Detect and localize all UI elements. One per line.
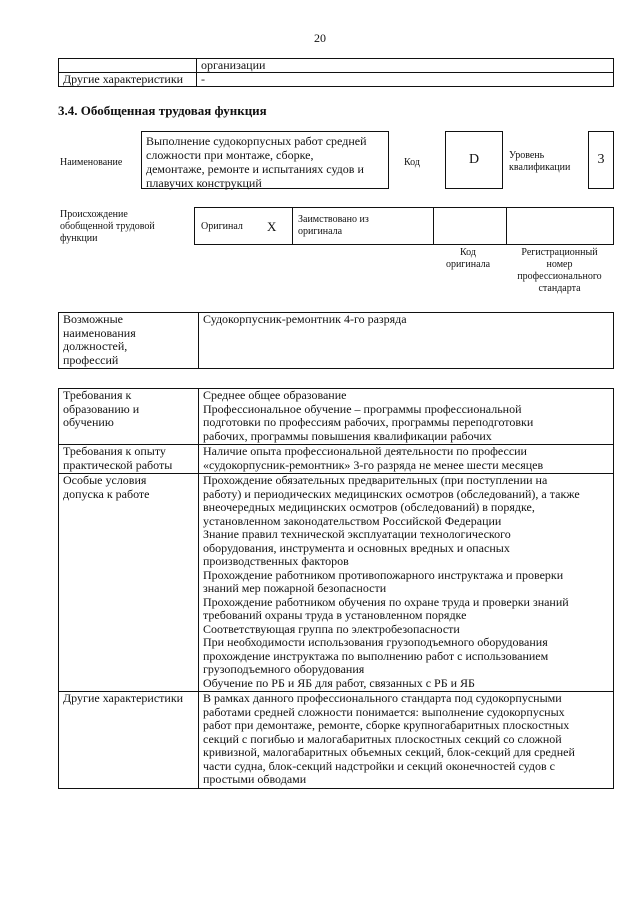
requirement-line: «судокорпусник-ремонтник» 3-го разряда не менее шести месяцев <box>203 457 544 472</box>
requirement-line: знаний мер пожарной безопасности <box>203 581 387 595</box>
function-name-line: плавучих конструкций <box>146 176 262 190</box>
table-row <box>59 59 614 73</box>
function-name-box <box>141 131 389 189</box>
requirement-line: части судна, блок-секций надстройки и секций оконечностей судов с <box>203 758 555 773</box>
level-label <box>509 150 570 174</box>
requirement-line: Прохождение обязательных предварительных (при поступлении на <box>203 473 548 487</box>
requirement-line: подготовки по профессиям рабочих, программы переподготовки <box>203 415 534 429</box>
requirement-label-line: допуска к работе <box>63 486 150 501</box>
requirement-label-line: Другие характеристики <box>63 691 184 705</box>
requirement-label <box>59 445 199 474</box>
positions-table <box>58 312 614 369</box>
table-row <box>59 692 614 789</box>
positions-value: Судокорпусник-ремонтник 4-го разряда <box>199 313 614 369</box>
table-cell <box>59 59 197 73</box>
table-row <box>59 313 614 369</box>
requirement-line: кривизной, малогабаритных объемных секций, блок-секций для средней <box>203 745 575 759</box>
requirement-line: внеочередных медицинских осмотров (обследований) в порядке, <box>203 500 535 514</box>
requirement-label-line: образованию и <box>63 401 140 416</box>
level-label-line: квалификации <box>509 162 571 173</box>
requirement-label <box>59 474 199 692</box>
requirement-line: Прохождение работником обучения по охране труда и проверки знаний <box>203 594 569 609</box>
code-value-box: D <box>445 131 503 189</box>
original-mark: X <box>267 219 277 234</box>
level-label-line: Уровень <box>509 150 545 161</box>
table-row <box>59 73 614 87</box>
reg-number-line: стандарта <box>538 283 581 294</box>
requirement-line: прохождение инструктажа по выполнению работ с использованием <box>203 648 549 663</box>
requirement-line: Наличие опыта профессиональной деятельности по профессии <box>203 444 527 458</box>
table-cell: - <box>197 73 614 87</box>
positions-label <box>59 313 199 369</box>
reg-number-line: номер <box>546 259 573 270</box>
requirement-line: При необходимости использования грузоподъемного оборудования <box>203 635 548 649</box>
requirement-label-line: Требования к <box>63 388 132 402</box>
requirement-line: Среднее общее образование <box>203 388 347 402</box>
origin-label-line: функции <box>60 233 98 244</box>
positions-label-line: должностей, <box>63 339 128 354</box>
requirement-line: работами средней сложности понимается: выполнение судокорпусных <box>203 704 565 719</box>
code-original-line: Код <box>460 247 476 258</box>
reg-number-line: профессионального <box>517 271 602 282</box>
level-value-box: 3 <box>588 131 614 189</box>
borrowed-label-line: оригинала <box>298 226 343 237</box>
requirement-line: Соответствующая группа по электробезопасности <box>203 621 460 636</box>
origin-label <box>60 209 155 245</box>
divider <box>506 208 507 244</box>
requirement-line: производственных факторов <box>203 554 349 568</box>
reg-number-line: Регистрационный <box>521 247 598 258</box>
table-cell: Другие характеристики <box>59 73 197 87</box>
requirements-table <box>58 388 614 789</box>
requirement-label <box>59 389 199 445</box>
borrowed-label-line: Заимствовано из <box>298 214 369 225</box>
requirement-line: Знание правил технической эксплуатации технологического <box>203 527 511 541</box>
requirement-line: работу) и периодических медицинских осмотров (обследований), а также <box>203 486 580 501</box>
positions-label-line: наименования <box>63 325 136 340</box>
code-original-label <box>432 247 504 271</box>
requirement-label-line: Требования к опыту <box>63 444 166 458</box>
requirement-line: простыми обводами <box>203 772 307 786</box>
function-name-line: демонтаже, ремонте и испытаниях судов и <box>146 162 364 176</box>
requirement-label-line: Особые условия <box>63 473 147 487</box>
origin-label-line: обобщенной трудовой <box>60 221 155 232</box>
requirement-label-line: обучению <box>63 415 114 429</box>
requirement-line: В рамках данного профессионального стандарта под судокорпусными <box>203 691 562 705</box>
table-row <box>59 474 614 692</box>
divider <box>433 208 434 244</box>
table-row <box>59 389 614 445</box>
continuation-table <box>58 58 614 87</box>
requirement-line: секций с погибью и малогабаритных плоскостных секций со сложной <box>203 731 562 746</box>
borrowed-label <box>298 214 369 238</box>
requirement-value <box>199 692 614 789</box>
original-label: Оригинал <box>201 221 243 232</box>
requirement-line: установленном законодательством Российской Федерации <box>203 513 502 528</box>
function-name-line: Выполнение судокорпусных работ средней <box>146 134 367 148</box>
requirement-value <box>199 445 614 474</box>
function-name-line: сложности при монтаже, сборке, <box>146 148 314 162</box>
divider <box>292 208 293 244</box>
requirement-value <box>199 389 614 445</box>
requirement-value <box>199 474 614 692</box>
code-original-line: оригинала <box>445 259 491 270</box>
table-cell: организации <box>197 59 614 73</box>
origin-label-line: Происхождение <box>60 209 128 220</box>
section-heading: 3.4. Обобщенная трудовая функция <box>58 103 267 118</box>
table-row <box>59 445 614 474</box>
code-label: Код <box>404 157 420 168</box>
requirement-label <box>59 692 199 789</box>
page-number: 20 <box>314 31 326 45</box>
requirement-line: требований охраны труда в установленном порядке <box>203 608 467 622</box>
origin-row <box>194 207 614 245</box>
positions-label-line: профессий <box>63 352 119 367</box>
requirement-line: Прохождение работником противопожарного инструктажа и проверки <box>203 567 564 582</box>
requirement-label-line: практической работы <box>63 457 173 472</box>
requirement-line: рабочих, программы повышения квалификации рабочих <box>203 428 492 443</box>
name-label: Наименование <box>60 157 123 168</box>
requirement-line: грузоподъемного оборудования <box>203 662 365 676</box>
requirement-line: Профессиональное обучение – программы профессиональной <box>203 401 522 416</box>
requirement-line: Обучение по РБ и ЯБ для работ, связанных с РБ и ЯБ <box>203 675 475 690</box>
requirement-line: работ при демонтаже, ремонте, сборке крупногабаритных плоскостных <box>203 718 570 732</box>
positions-label-line: Возможные <box>63 312 123 326</box>
requirement-line: оборудования, инструмента и основных вредных и опасных <box>203 540 510 555</box>
reg-number-label <box>505 247 614 295</box>
